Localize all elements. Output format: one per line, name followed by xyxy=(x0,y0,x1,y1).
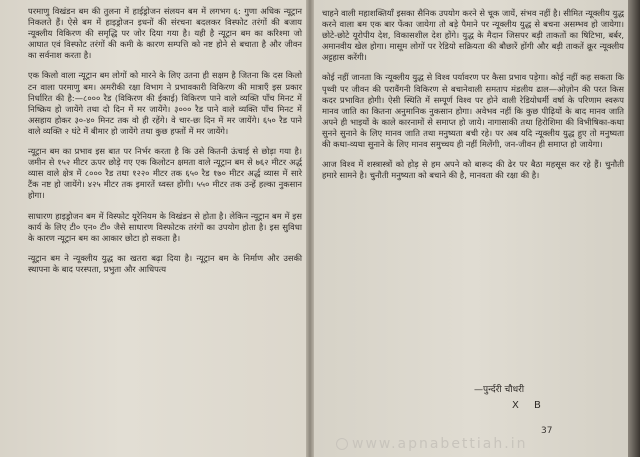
watermark xyxy=(336,436,527,452)
left-paragraph-2: एक किलो वाला न्यूट्रान बम लोगों को मारने के लिए उतना ही सक्षम है जितना कि दस किलो टन वाला परमाणु बम। अमरीकी रक्षा विभाग ने प्रभावकारी विकिरण की मात्राएँ इस प्रकार निर्धारित की है:—८००० रैड (विकिरण की ईकाई) विकिरण पाने वाले व्यक्ति पाँच मिनट में निष्क्रिय हो जायेंगे तथा दो दिन में मर जायेंगे। ३००० रैड पाने वाले व्यक्ति पाँच मिनट में असहाय होकर ३०-४० मिनट तक वो ही रहेंगे। वे चार-छः दिन में मर जायेंगे। ६५० रैड पाने वाले व्यक्ति २ घंटे में बीमार हो जायेंगे तथा कुछ हफ्तों में मर जायेंगे। xyxy=(28,70,302,136)
page-edge-shadow xyxy=(628,0,640,457)
right-column xyxy=(314,0,630,457)
page-number: 37 xyxy=(541,426,553,436)
left-paragraph-1: परमाणु विखंडन बम की तुलना में हाईड्रोजन संलयन बम में लगभग ६: गुणा अधिक न्यूट्रान निकलते हैं। ऐसे बम में हाइड्रोजन इधनों की संरचना बदलकर विस्फोट तरंगों की बजाय न्यूक्लीय विकिरण की समृद्धि पर जोर दिया गया है। यही है न्यूट्रान बम का करिश्मा जो आघात एवं विस्फोट तरंगों की कमी के कारण सम्पत्ति को नष्ट होने से बचाता है और जीवन का सर्वनाश करता है। xyxy=(28,6,302,61)
author-signature: —पुर्न्दरी चौधरी xyxy=(474,385,525,395)
right-paragraph-1: चाहने वाली महाशक्तियाँ इसका सैनिक उपयोग करने से चूक जायें, संभव नहीं है। सीमित न्यूक्लीय युद्ध करने वाला बम एक बार फेंका जायेगा तो बड़े पैमाने पर न्यूक्लीय युद्ध से बचना असम्भव हो जायेगा। छोटे-छोटे यूरोपीय देश, विकासशील देश होंगे। युद्ध के मैदान जिसपर बड़ी ताकतों का षिटिभा, बर्बर, अमानवीय खेल होगा। मासूम लोगों पर रेडियो सक्रियता की बौछारें होंगी और बड़ी ताकतें क्रूर न्यूक्लीय अट्टहास करेंगी। xyxy=(322,8,624,63)
right-paragraph-2: कोई नहीं जानता कि न्यूक्लीय युद्ध से विश्व पर्यावरण पर कैसा प्रभाव पड़ेगा। कोई नहीं कह सकता कि पृथ्वी पर जीवन की परावैंगनी विकिरण से बचानेवाली समताप मंडलीय ढाल—ओज़ोन की परत किस कदर प्रभावित होगी। ऐसी स्थिति में सम्पूर्ण विश्व पर होने वाली रेडियोधर्मी वर्षा के परिणाम स्वरूप मानव जाति का कितना अनुमानिक नुकसान होगा। अवेभव नहीं कि कुछ पीढ़ियों के बाद मानव जाति अपने ही भाइयों के काले कारनामों से समाप्त हो जाये। नागासाकी तथा हिरोशिमा की विभीषिका-कथा सुनने सुनाने के लिए मानव जाति तथा मनुष्यता बची रहे। पर अब यदि न्यूक्लीय युद्ध हुए तो मनुष्यता की कथा-व्यथा सुनाने के लिए मानव समुच्चय ही नहीं मिलेंगी, जन-जीवन ही समाप्त हो जायेगा। xyxy=(322,72,624,150)
author-initials: X B xyxy=(512,400,547,411)
right-paragraph-3: आज विश्व में शस्त्रास्त्रों को होड़ से हम अपने को बारूद की ढेर पर बैठा महसूस कर रहे हैं। चुनौती हमारे सामने है। चुनौती मनुष्यता को बचाने की है, मानवता की रक्षा की है। xyxy=(322,159,624,181)
left-paragraph-4: साधारण हाइड्रोजन बम में विस्फोट यूरेनियम के विखंडन से होता है। लेकिन न्यूट्रान बम में इस कार्य के लिए टी० एन० टी० जैसे साधारण विस्फोटक तरंगों का उपयोग होता है। इस सुविधा के कारण न्यूट्रान बम का आकार छोटा हो सकता है। xyxy=(28,210,302,243)
watermark-text: www.apnabettiah.in xyxy=(352,436,528,452)
left-column xyxy=(0,0,308,457)
left-paragraph-3: न्यूट्रान बम का प्रभाव इस बात पर निर्भर करता है कि उसे कितनी ऊंचाई से छोड़ा गया है। जमीन से १५२ मीटर ऊपर छोड़े गए एक किलोटन क्षमता वाले न्यूट्रान बम से ७६२ मीटर अर्द्ध व्यास वाले क्षेत्र में ८००० रैड तथा १२२० मीटर तक ६५० रैड १७० मीटर अर्द्ध व्यास में सारे टैंक नष्ट हो जायेंगे। ४२५ मीटर तक इमारतें ध्वस्त होंगी। ५५० मीटर तक उन्हें हल्का नुकसान होगा। xyxy=(28,146,302,201)
page-gutter xyxy=(306,0,314,457)
copyright-icon xyxy=(336,438,348,450)
left-paragraph-5: न्यूट्रान बम ने न्यूक्लीय युद्ध का खतरा बढ़ा दिया है। न्यूट्रान बम के निर्माण और उसकी स्थापना के बाद परस्पता, प्रभुता और आधिपत्य xyxy=(28,252,302,274)
